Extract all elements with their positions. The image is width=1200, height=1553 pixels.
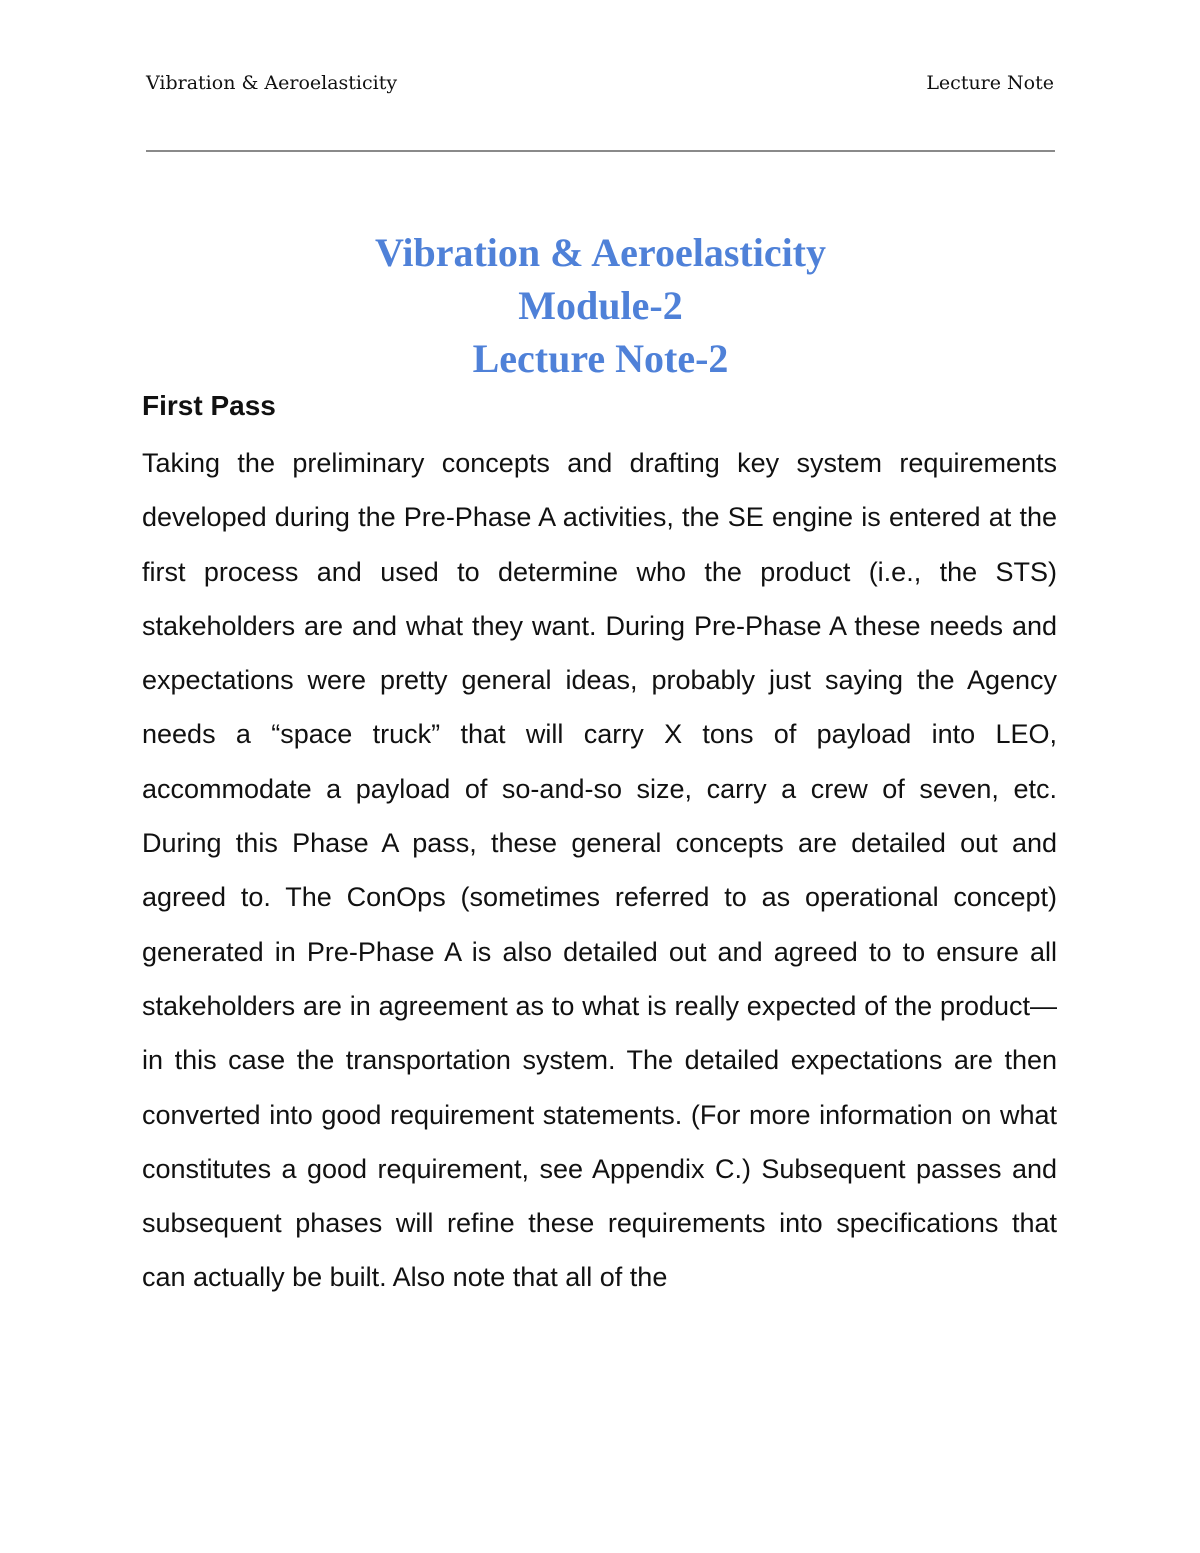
title-lecture: Lecture Note-2: [472, 336, 729, 381]
title-course: Vibration & Aeroelasticity: [374, 230, 827, 275]
document-title: [146, 226, 1055, 385]
section-heading: First Pass: [142, 390, 276, 421]
body-paragraph: Taking the preliminary concepts and drafting key system requirements developed during the Pre-Phase A activities, the SE engine is entered at the first process and used to determine who the product (i.e., the STS) stakeholders are and what they want. During Pre-Phase A these needs and expectations were pretty general ideas, probably just saying the Agency needs a “space truck” that will carry X tons of payload into LEO, accommodate a payload of so-and-so size, carry a crew of seven, etc. During this Phase A pass, these general concepts are detailed out and agreed to. The ConOps (sometimes referred to as operational concept) generated in Pre-Phase A is also detailed out and agreed to to ensure all stakeholders are in agreement as to what is really expected of the product—in this case the transportation system. The detailed expectations are then converted into good requirement statements. (For more information on what constitutes a good requirement, see Appendix C.) Subsequent passes and subsequent phases will refine these requirements into specifications that can actually be built. Also note that all of the: [142, 448, 1057, 1293]
title-module: Module-2: [518, 283, 683, 328]
header-divider: [146, 150, 1055, 152]
running-header: [146, 72, 1054, 102]
header-doc-type: Lecture Note: [926, 72, 1054, 94]
header-course-title: Vibration & Aeroelasticity: [146, 72, 398, 94]
